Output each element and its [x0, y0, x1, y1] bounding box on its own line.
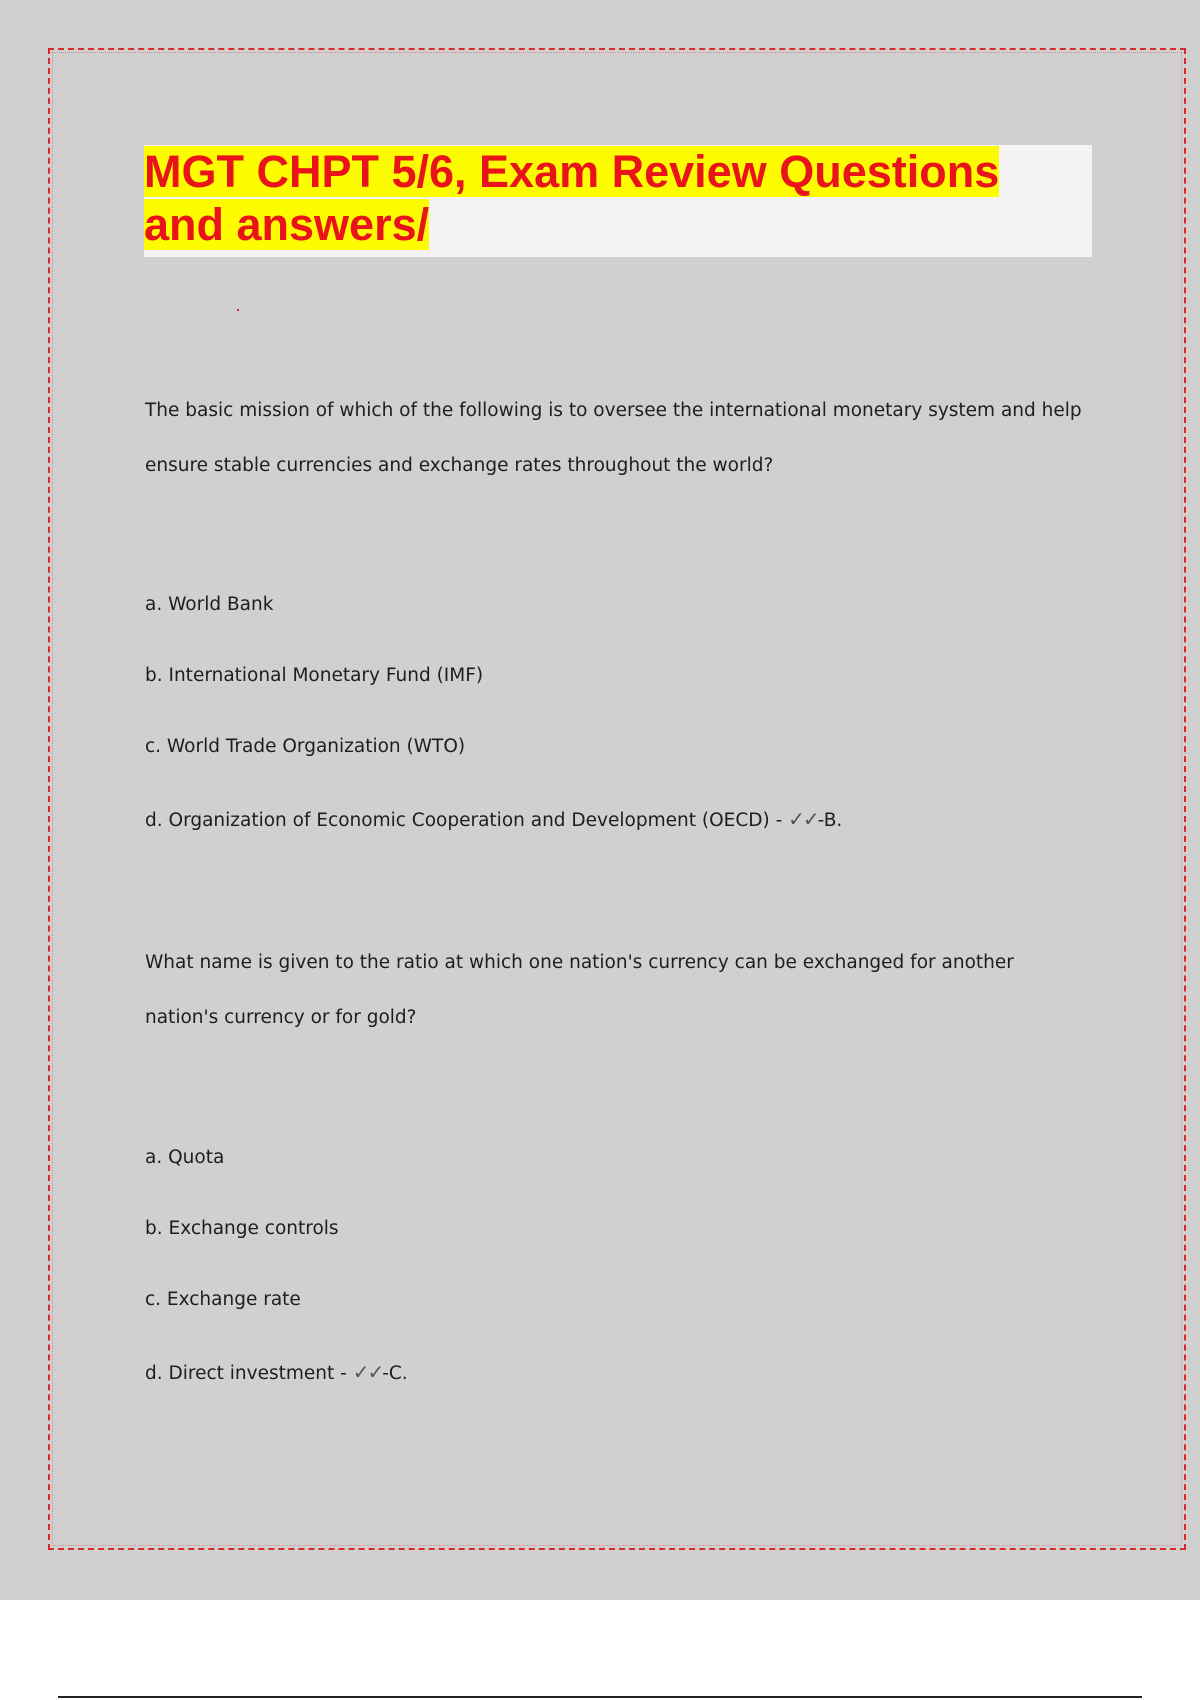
document-title-text: MGT CHPT 5/6, Exam Review Questions and answers/ — [144, 146, 1000, 250]
page-border-frame — [48, 48, 1186, 1550]
question-1-option-d — [145, 807, 842, 833]
question-1-text: The basic mission of which of the following is to oversee the international monetary system and help ensure stable currencies and exchange rates throughout the world? — [145, 400, 1082, 476]
next-page-rule — [58, 1696, 1142, 1698]
question-2-option-a: a. Quota — [145, 1147, 225, 1168]
question-1-option-c: c. World Trade Organization (WTO) — [145, 736, 466, 757]
question-2-option-b: b. Exchange controls — [145, 1218, 339, 1239]
question-1-answer: -B. — [817, 810, 843, 831]
question-2-answer: -C. — [382, 1363, 408, 1384]
document-title — [144, 145, 1084, 251]
question-2-option-d — [145, 1360, 408, 1386]
double-check-icon: ✓✓ — [788, 807, 818, 831]
question-1-option-d-label: d. Organization of Economic Cooperation and Development (OECD) - — [145, 810, 783, 831]
question-1-option-b: b. International Monetary Fund (IMF) — [145, 665, 484, 686]
question-2-option-d-label: d. Direct investment - — [145, 1363, 347, 1384]
question-2-text: What name is given to the ratio at which one nation's currency can be exchanged for another nation's currency or for gold? — [145, 952, 1014, 1028]
stray-dot — [237, 309, 239, 311]
question-1-option-a: a. World Bank — [145, 594, 274, 615]
double-check-icon: ✓✓ — [352, 1360, 383, 1384]
question-2-option-c: c. Exchange rate — [145, 1289, 301, 1310]
